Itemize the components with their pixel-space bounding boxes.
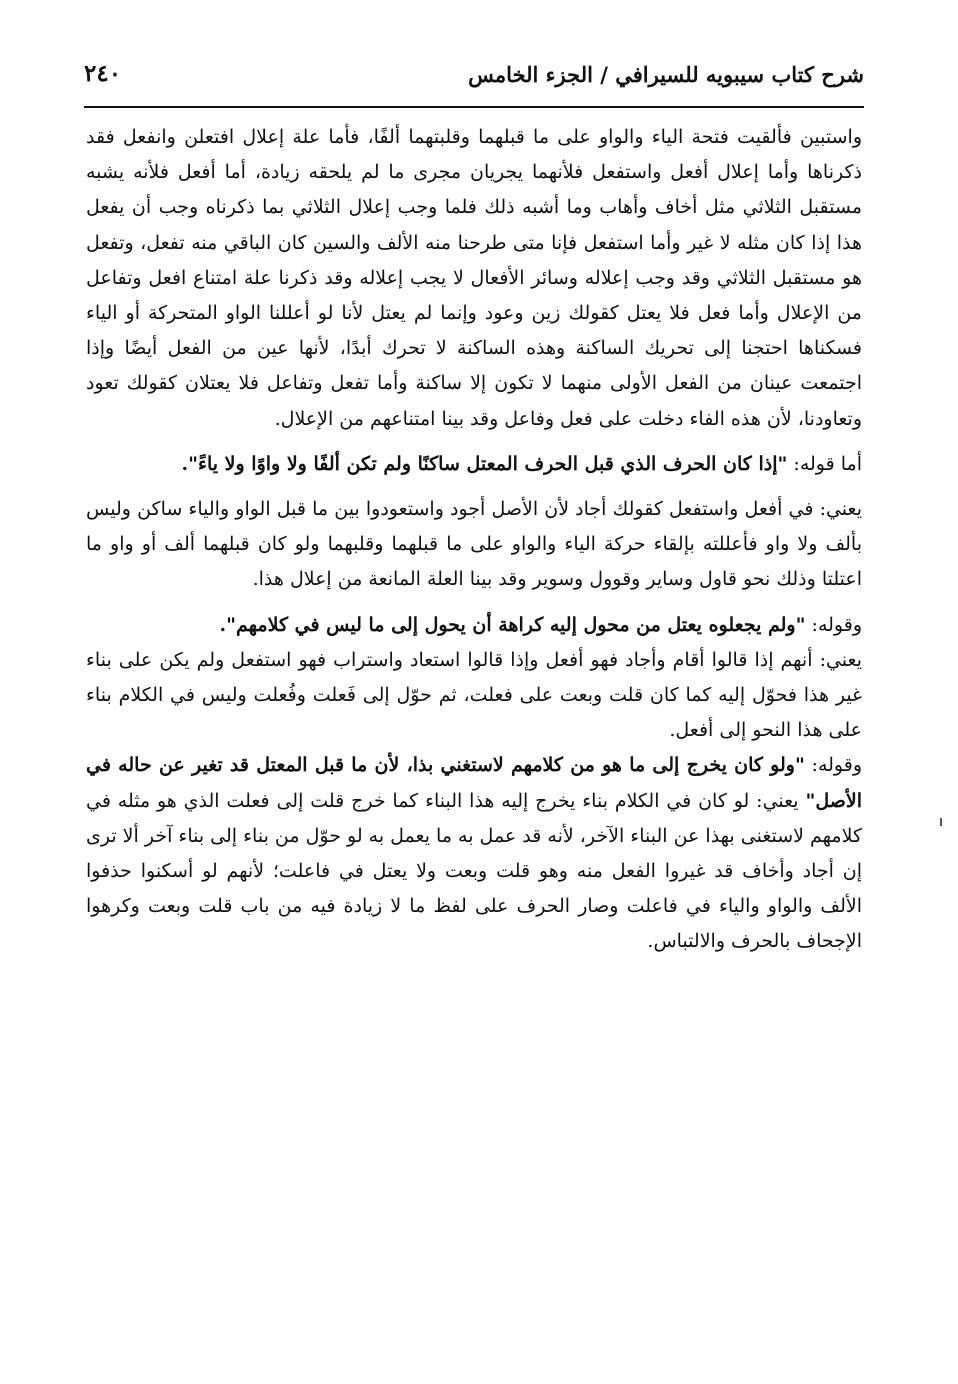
paragraph-text: يعني: أنهم إذا قالوا أقام وأجاد فهو أفعل وإذا قالوا استعاد واستراب فهو استفعل ولم يكن على بناء غير هذا فحوّل إليه كما كان قلت وبعت على فعلت، ثم حوّل إلى فَعلت وفُعلت وليس في الكلام بناء على هذا النحو إلى أفعل. (86, 648, 862, 742)
scan-mark (940, 818, 942, 826)
paragraph-3 (86, 492, 862, 598)
quoted-text: "إذا كان الحرف الذي قبل الحرف المعتل ساكنًا ولم تكن ألفًا ولا واوًا ولا ياءً". (181, 452, 788, 475)
paragraph-5 (86, 643, 862, 749)
quoted-text: "ولو كان يخرج إلى ما هو من كلامهم لاستغني بذا، لأن ما قبل المعتل قد تغير عن حاله في الأصل" (86, 754, 862, 812)
paragraph-lead: وقوله: (804, 754, 862, 777)
paragraph-text: يعني: في أفعل واستفعل كقولك أجاد لأن الأصل أجود واستعودوا بين ما قبل الواو والياء ساكن وليس بألف ولا واو فأعللته بإلقاء حركة الياء والواو على ما قبلهما وقلبهما ولو كان قبلهما ألف أو واو ما اعتلتا وذلك نحو قاول وساير وقوول وسوير وقد بينا العلة المانعة من إعلال هذا. (86, 498, 862, 591)
page-header (84, 58, 864, 98)
paragraph-4 (86, 608, 862, 643)
page-number: ٢٤٠ (84, 60, 122, 87)
running-title: شرح كتاب سيبويه للسيرافي / الجزء الخامس (468, 62, 864, 87)
quoted-text: "ولم يجعلوه يعتل من محول إليه كراهة أن يحول إلى ما ليس في كلامهم". (219, 613, 806, 636)
paragraph-6 (86, 748, 862, 959)
paragraph-text: واستبين فألقيت فتحة الياء والواو على ما قبلهما وقلبتهما ألفًا، فأما علة إعلال افتعلن وانفعل فقد ذكرناها وأما إعلال أفعل واستفعل فلأنهما يجريان مجرى ما لم يلحقه زيادة، أما أفعل فلأنه يشبه مستقبل الثلاثي مثل أخاف وأهاب وما أشبه ذلك فلما وجب إعلال الثلاثي بما ذكرناه وجب أن يفعل هذا إذا كان مثله لا غير وأما استفعل فإنا متى طرحنا منه الألف والسين كان الباقي منه تفعل، وتفعل هو مستقبل الثلاثي وقد وجب إعلاله وسائر الأفعال لا يجب إعلاله وقد ذكرنا علة امتناع افعل وتفاعل من الإعلال وأما فعل فلا يعتل كقولك زين وعود وإنما لم يعتل لأنا لو أعللنا الواو المتحركة أو الياء فسكناها احتجنا إلى تحريك الساكنة وهذه الساكنة لا تحرك أبدًا، لأنها عين من الفعل أيضًا وإذا اجتمعت عينان من الفعل الأولى منهما لا تكون إلا ساكنة وأما تفعل وتفاعل فلا يعتلان كقولك تعود وتعاودنا، لأن هذه الفاء دخلت على فعل وفاعل وقد بينا امتناعهم من الإعلال. (86, 126, 862, 430)
paragraph-2 (86, 447, 862, 482)
page-body (86, 120, 862, 960)
paragraph-1 (86, 120, 862, 437)
paragraph-lead: أما قوله: (787, 452, 862, 475)
paragraph-lead: وقوله: (805, 613, 862, 636)
paragraph-text: يعني: لو كان في الكلام بناء يخرج إليه هذا البناء كما خرج قلت إلى فعلت الذي هو مثله في كلامهم لاستغنى بهذا عن البناء الآخر، لأنه قد عمل به ما يعمل به لو حوّل من بناء إلى بناء آخر ألا ترى إن أجاد وأخاف قد غيروا الفعل منه وهو قلت وبعت ولا يعتل في فاعلت؛ لأنهم لو أسكنوا حذفوا الألف والواو والياء في فاعلت وصار الحرف على لفظ ما لا زيادة فيه من باب قلت وبعت وكرهوا الإجحاف بالحرف والالتباس. (86, 789, 862, 953)
header-rule (84, 106, 864, 108)
